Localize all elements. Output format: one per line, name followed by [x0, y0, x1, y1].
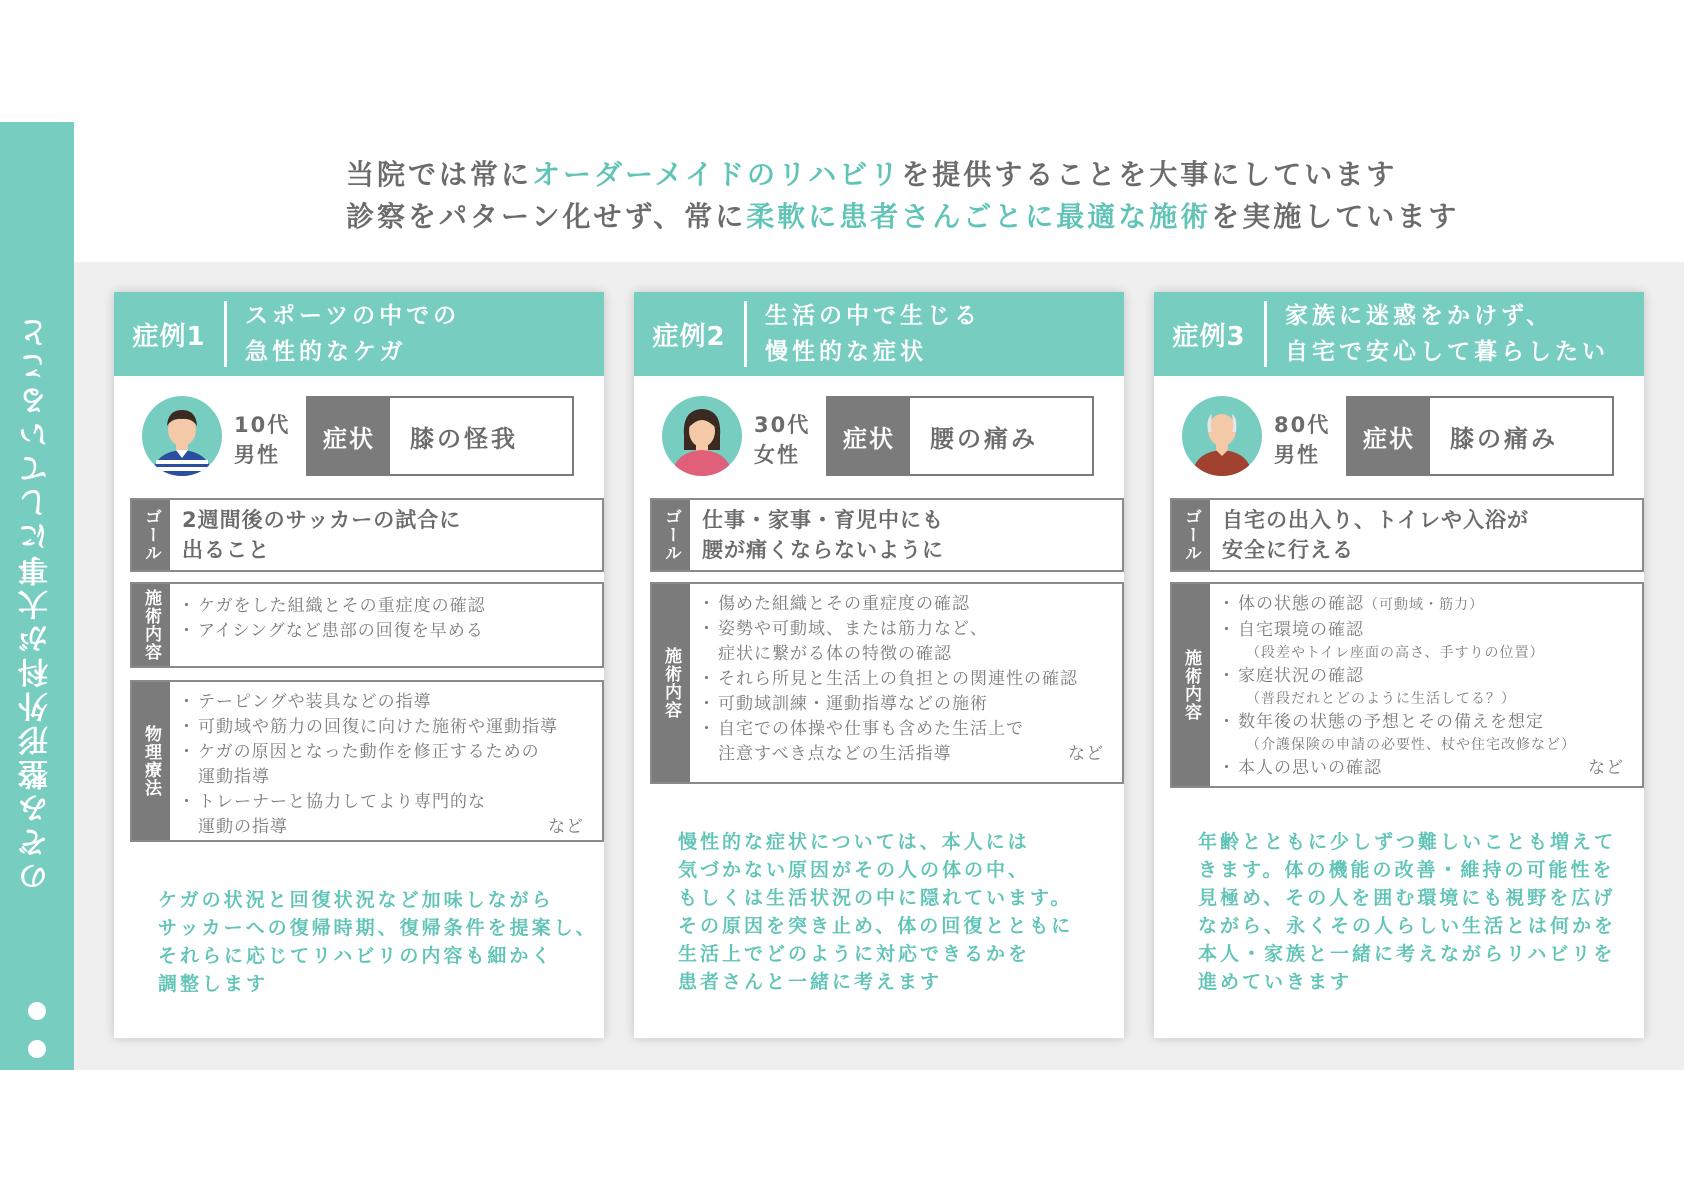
symptom-value: 膝の怪我 — [410, 424, 518, 453]
goal-label: ゴール — [652, 500, 690, 570]
patient-age: 10代 — [234, 413, 291, 437]
list-item: ・ 自宅での体操や仕事も含めた生活上で — [702, 717, 1112, 742]
list-item: ・ 本人の思いの確認 など — [1222, 756, 1632, 781]
goal-text: 出ること — [182, 538, 270, 562]
side-title: のぞみ整形外科が大事にしていること — [19, 314, 54, 892]
etc-label: など — [1068, 744, 1104, 764]
etc-label: など — [548, 817, 584, 837]
goal-text: 自宅の出入り、トイレや入浴が — [1222, 508, 1529, 532]
list-item: ・ ケガをした組織とその重症度の確認 — [182, 594, 592, 619]
case-header — [634, 292, 1124, 376]
goal-text: 安全に行える — [1222, 538, 1354, 562]
heading-line-2: 診察をパターン化せず、常に柔軟に患者さんごとに最適な施術を実施しています — [346, 200, 1460, 233]
symptom-box — [306, 396, 574, 476]
elderly-man-avatar-icon — [1182, 396, 1262, 476]
patient-info — [234, 410, 290, 470]
treatment-section — [130, 582, 604, 668]
case-card-2 — [634, 292, 1124, 1038]
goal-section — [130, 498, 604, 572]
list-item: ・ トレーナーと協力してより専門的な — [182, 790, 592, 815]
list-item: ・ アイシングなど患部の回復を早める — [182, 619, 592, 644]
treatment-label: 施術内容 — [132, 584, 170, 666]
patient-gender: 女性 — [754, 443, 800, 467]
patient-age: 80代 — [1274, 413, 1331, 437]
patient-info — [754, 410, 810, 470]
case-summary: 慢性的な症状については、本人には 気づかない原因がその人の体の中、 もしくは生活状況の中に隠れています。 その原因を突き止め、体の回復とともに 生活上でどのように対応できるかを 患者さんと一緒に考えます — [678, 831, 1074, 993]
goal-section — [650, 498, 1124, 572]
symptom-label: 症状 — [828, 398, 910, 474]
list-item: ・ ケガの原因となった動作を修正するための — [182, 740, 592, 765]
case-card-3 — [1154, 292, 1644, 1038]
page-heading — [346, 154, 1646, 238]
symptom-value: 腰の痛み — [930, 424, 1038, 453]
list-item-continued: 症状に繋がる体の特徴の確認 — [718, 644, 952, 664]
physio-section — [130, 680, 604, 842]
symptom-label: 症状 — [1348, 398, 1430, 474]
symptom-box — [1346, 396, 1614, 476]
list-item: ・ 姿勢や可動域、または筋力など、 — [702, 617, 1112, 642]
case-label: 症例3 — [1172, 321, 1246, 352]
list-item: ・ 家庭状況の確認 — [1222, 664, 1632, 689]
case-label: 症例1 — [132, 321, 206, 352]
case-title: スポーツの中での 急性的なケガ — [245, 303, 461, 365]
list-item: ・ 体の状態の確認（可動域・筋力） — [1222, 592, 1632, 618]
patient-gender: 男性 — [1274, 443, 1320, 467]
side-band — [0, 122, 74, 1171]
list-item-note: （可動域・筋力） — [1364, 597, 1484, 613]
case-card-1 — [114, 292, 604, 1038]
list-item-continued: 注意すべき点などの生活指導 など — [702, 742, 1112, 767]
treatment-label: 施術内容 — [652, 584, 690, 782]
case-title: 生活の中で生じる 慢性的な症状 — [765, 303, 981, 365]
case-header — [1154, 292, 1644, 376]
list-item-continued: 運動指導 — [198, 767, 270, 787]
woman-avatar-icon — [662, 396, 742, 476]
goal-label: ゴール — [132, 500, 170, 570]
etc-label: など — [1588, 758, 1624, 778]
list-item: ・ 自宅環境の確認 — [1222, 618, 1632, 643]
list-item-note: （段差やトイレ座面の高さ、手すりの位置） — [1246, 645, 1545, 661]
symptom-label: 症状 — [308, 398, 390, 474]
list-item-note: （介護保険の申請の必要性、杖や住宅改修など） — [1246, 737, 1576, 753]
list-item: ・ それら所見と生活上の負担との関連性の確認 — [702, 667, 1112, 692]
heading-highlight: 柔軟に患者さんごとに最適な施術 — [746, 200, 1212, 233]
treatment-label: 施術内容 — [1172, 584, 1210, 786]
list-item: ・ 数年後の状態の予想とその備えを想定 — [1222, 710, 1632, 735]
list-item: ・ 傷めた組織とその重症度の確認 — [702, 592, 1112, 617]
treatment-section — [650, 582, 1124, 784]
heading-highlight: オーダーメイドのリハビリ — [532, 158, 902, 191]
goal-label: ゴール — [1172, 500, 1210, 570]
case-title: 家族に迷惑をかけず、 自宅で安心して暮らしたい — [1285, 303, 1609, 365]
symptom-box — [826, 396, 1094, 476]
case-header — [114, 292, 604, 376]
list-item: ・ 可動域訓練・運動指導などの施術 — [702, 692, 1112, 717]
physio-label: 物理療法 — [132, 682, 170, 840]
list-item-continued: 運動の指導 など — [182, 815, 592, 840]
goal-text: 腰が痛くならないように — [702, 538, 944, 562]
treatment-section — [1170, 582, 1644, 788]
list-item: ・ テーピングや装具などの指導 — [182, 690, 592, 715]
heading-line-1: 当院では常にオーダーメイドのリハビリを提供することを大事にしています — [346, 158, 1398, 191]
goal-text: 2週間後のサッカーの試合に — [182, 508, 462, 532]
dot-decoration — [25, 1002, 49, 1116]
list-item-note: （普段だれとどのように生活してる？） — [1246, 691, 1516, 707]
page-number: 16 — [19, 1129, 55, 1171]
patient-age: 30代 — [754, 413, 811, 437]
case-summary: 年齢とともに少しずつ難しいことも増えて きます。体の機能の改善・維持の可能性を 見極め、その人を囲む環境にも視野を広げ ながら、永くその人らしい生活とは何かを 本人・家族と一緒に考えながらリハビリを 進めていきます — [1198, 831, 1617, 993]
case-summary: ケガの状況と回復状況など加味しながら サッカーへの復帰時期、復帰条件を提案し、 それらに応じてリハビリの内容も細かく 調整します — [158, 889, 598, 995]
boy-avatar-icon — [142, 396, 222, 476]
goal-text: 仕事・家事・育児中にも — [702, 508, 944, 532]
patient-info — [1274, 410, 1330, 470]
case-label: 症例2 — [652, 321, 726, 352]
list-item: ・ 可動域や筋力の回復に向けた施術や運動指導 — [182, 715, 592, 740]
goal-section — [1170, 498, 1644, 572]
patient-gender: 男性 — [234, 443, 280, 467]
symptom-value: 膝の痛み — [1450, 424, 1558, 453]
